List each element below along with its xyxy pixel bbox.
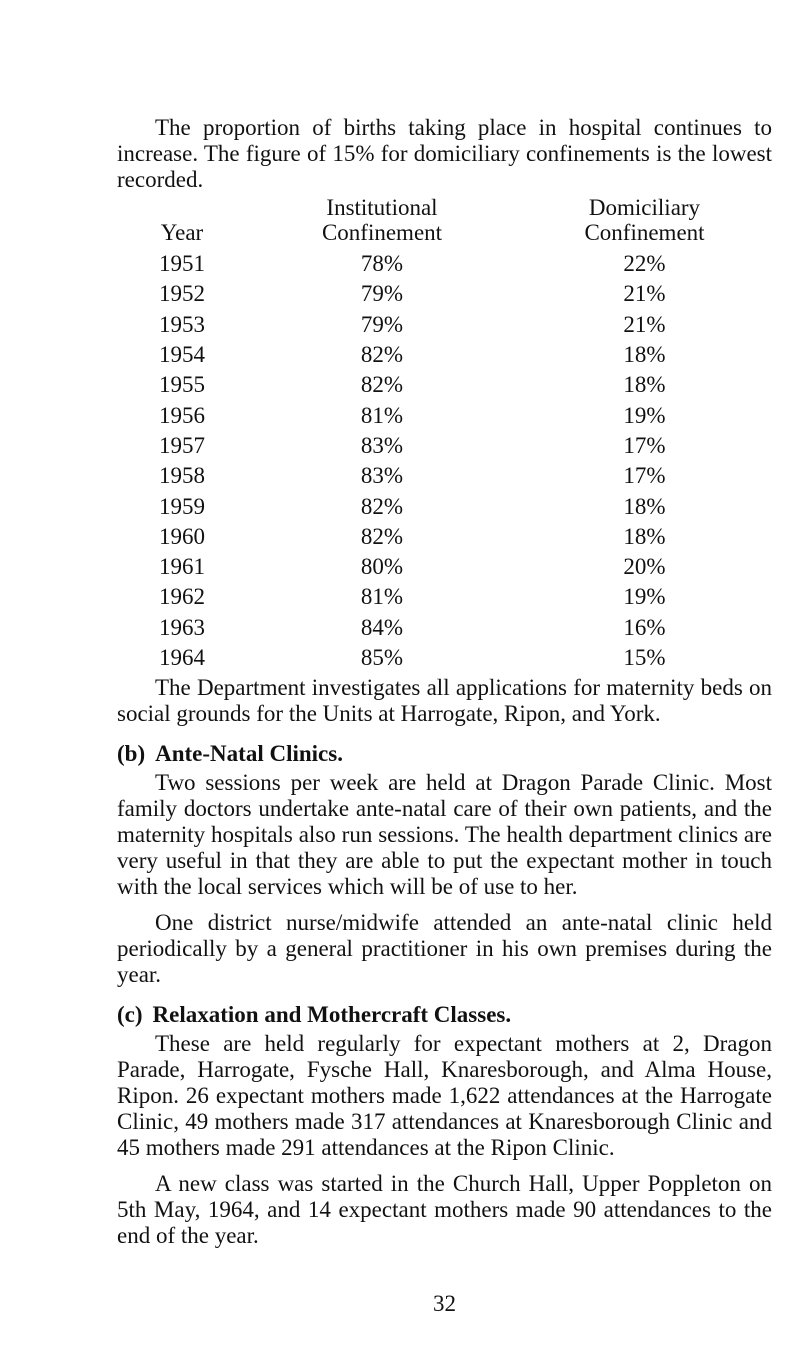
section-c-letter: (c) <box>117 1002 143 1028</box>
cell-domiciliary: 17% <box>623 432 666 458</box>
cell-year: 1960 <box>159 523 205 549</box>
cell-year: 1956 <box>159 402 205 428</box>
cell-institutional: 83% <box>360 432 404 458</box>
table-row <box>117 582 772 612</box>
cell-year: 1955 <box>159 372 205 398</box>
cell-institutional: 82% <box>360 342 404 368</box>
section-c-title: Relaxation and Mothercraft Classes. <box>152 1002 512 1028</box>
cell-institutional: 80% <box>360 554 404 580</box>
intro-paragraph: The proportion of births taking place in hospital continues to increase. The figure of 15% for domiciliary confinements is the lowest recorded. <box>117 115 772 192</box>
cell-year: 1962 <box>159 584 205 610</box>
cell-institutional: 85% <box>360 645 404 670</box>
table-row <box>117 522 772 552</box>
cell-year: 1961 <box>159 554 205 580</box>
cell-institutional: 79% <box>360 281 404 307</box>
table-header-row <box>117 195 772 249</box>
cell-institutional: 79% <box>360 311 404 337</box>
table-row <box>117 400 772 430</box>
section-b-paragraph-1: Two sessions per week are held at Dragon Parade Clinic. Most family doctors undertake ante-natal care of their own patients, and the maternity hospitals also run sessions. The health department clinics are very useful in that they are able to put the expectant mother in touch with the local services which will be of use to her. <box>117 770 772 900</box>
cell-institutional: 83% <box>360 463 404 489</box>
cell-institutional: 82% <box>360 372 404 398</box>
page-number: 32 <box>433 1291 456 1316</box>
cell-domiciliary: 21% <box>623 311 666 337</box>
table-row <box>117 643 772 673</box>
confinement-table <box>117 195 772 673</box>
table-row <box>117 279 772 309</box>
cell-year: 1954 <box>159 342 205 368</box>
cell-year: 1951 <box>159 251 205 277</box>
table-row <box>117 613 772 643</box>
cell-year: 1957 <box>159 432 205 458</box>
cell-year: 1964 <box>159 645 205 670</box>
header-domiciliary: Domiciliary Confinement <box>584 195 705 245</box>
table-body <box>117 249 772 673</box>
cell-domiciliary: 18% <box>623 372 666 398</box>
table-row <box>117 370 772 400</box>
table-row <box>117 491 772 521</box>
section-c-paragraph-1: These are held regularly for expectant mothers at 2, Dragon Parade, Harrogate, Fysche Hall, Knaresborough, and Alma House, Ripon. 26 expectant mothers made 1,622 attendances at the Harrogate Clinic, 49 mothers made 317 attendances at Knaresborough Clinic and 45 mothers made 291 attendances at the Ripon Clinic. <box>117 1031 772 1161</box>
cell-domiciliary: 21% <box>623 281 666 307</box>
section-c-paragraph-2: A new class was started in the Church Hall, Upper Poppleton on 5th May, 1964, and 14 expectant mothers made 90 attendances to the end of the year. <box>117 1171 772 1249</box>
cell-institutional: 81% <box>360 402 404 428</box>
section-b-paragraph-2: One district nurse/midwife attended an ante-natal clinic held periodically by a general practitioner in his own premises during the year. <box>117 910 772 988</box>
cell-year: 1952 <box>159 281 205 307</box>
document-page <box>117 115 772 1249</box>
section-c-heading <box>117 1002 772 1028</box>
cell-year: 1963 <box>159 614 205 640</box>
table-row <box>117 431 772 461</box>
table-row <box>117 461 772 491</box>
cell-domiciliary: 18% <box>623 523 666 549</box>
header-institutional: Institutional Confinement <box>321 195 443 245</box>
cell-domiciliary: 18% <box>623 493 666 519</box>
cell-institutional: 84% <box>360 614 404 640</box>
section-b-letter: (b) <box>117 741 146 767</box>
cell-year: 1953 <box>159 311 205 337</box>
table-row <box>117 552 772 582</box>
cell-institutional: 82% <box>360 493 404 519</box>
cell-domiciliary: 19% <box>623 402 666 428</box>
table-row <box>117 249 772 279</box>
table-row <box>117 310 772 340</box>
cell-year: 1958 <box>159 463 205 489</box>
cell-institutional: 81% <box>360 584 404 610</box>
cell-domiciliary: 20% <box>623 554 666 580</box>
table-row <box>117 340 772 370</box>
section-b-title: Ante-Natal Clinics. <box>155 741 343 767</box>
cell-domiciliary: 18% <box>623 342 666 368</box>
cell-institutional: 82% <box>360 523 404 549</box>
cell-institutional: 78% <box>360 251 404 277</box>
cell-domiciliary: 22% <box>623 251 666 277</box>
cell-domiciliary: 17% <box>623 463 666 489</box>
after-table-paragraph: The Department investigates all applications for maternity beds on social grounds for the Units at Harrogate, Ripon, and York. <box>117 675 772 727</box>
cell-domiciliary: 19% <box>623 584 666 610</box>
section-b-heading <box>117 741 772 767</box>
cell-domiciliary: 16% <box>623 614 666 640</box>
cell-domiciliary: 15% <box>623 645 666 670</box>
header-year: Year <box>160 220 204 245</box>
cell-year: 1959 <box>159 493 205 519</box>
